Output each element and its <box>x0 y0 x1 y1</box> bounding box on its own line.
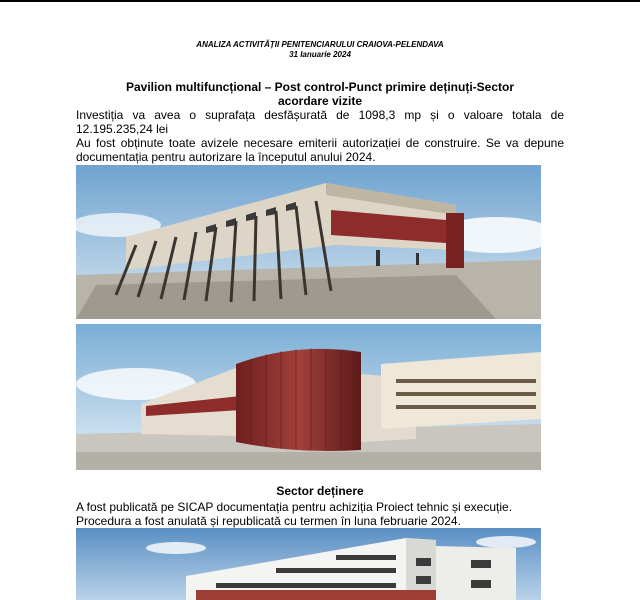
section-title-detention: Sector deținere <box>276 484 364 498</box>
top-border-line <box>0 0 640 2</box>
paragraph-investment: Investiția va avea o suprafața desfășurată de 1098,3 mp și o valoare totala de 12.195.235,24 lei <box>76 108 564 136</box>
section-title-line2: acordare vizite <box>277 94 363 108</box>
paragraph-sicap: A fost publicată pe SICAP documentația pentru achiziția Proiect tehnic și execuție. <box>76 500 513 514</box>
header-date: 31 Ianuarie 2024 <box>289 50 351 59</box>
section-title-pavilion <box>76 80 564 108</box>
building-rendering-3 <box>76 528 541 600</box>
header-title: ANALIZA ACTIVITĂȚII PENITENCIARULUI CRAIOVA-PELENDAVA <box>196 40 444 49</box>
building-rendering-2 <box>76 324 541 470</box>
building-rendering-1 <box>76 165 541 319</box>
paragraph-procedure: Procedura a fost anulată și republicată cu termen în luna februarie 2024. <box>76 514 461 528</box>
paragraph-permits: Au fost obținute toate avizele necesare emiterii autorizației de construire. Se va depune documentația pentru autorizare la începutul anului 2024. <box>76 136 564 164</box>
section-title-line1: Pavilion multifuncțional – Post control-Punct primire deținuți-Sector <box>125 80 515 94</box>
document-header <box>0 40 640 60</box>
